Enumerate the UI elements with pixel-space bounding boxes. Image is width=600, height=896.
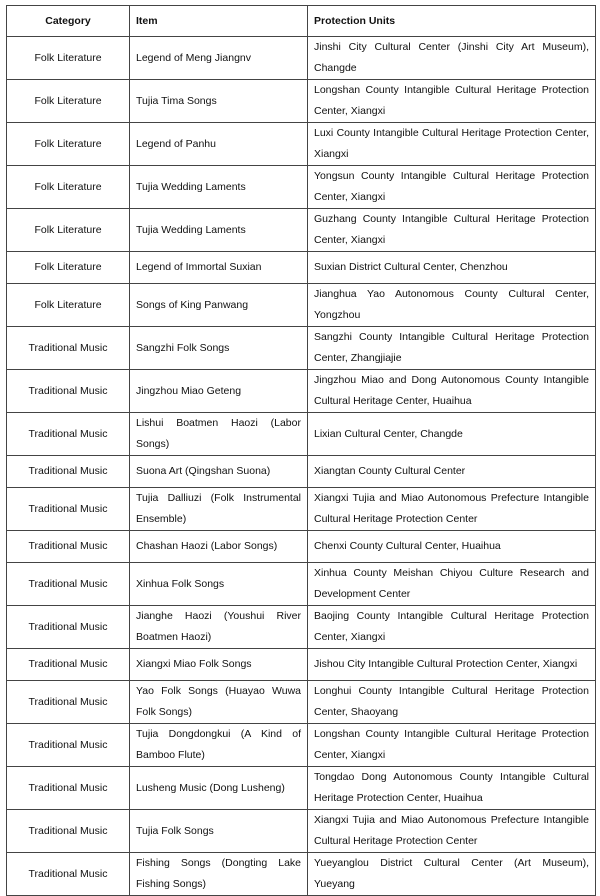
table-row: [7, 456, 596, 488]
item-cell: Tujia Tima Songs: [130, 80, 308, 123]
header-category: Category: [7, 6, 130, 37]
item-cell: Fishing Songs (Dongting Lake Fishing Songs): [130, 853, 308, 896]
item-cell: Tujia Wedding Laments: [130, 209, 308, 252]
category-cell: Traditional Music: [7, 327, 130, 370]
item-cell: Jingzhou Miao Geteng: [130, 370, 308, 413]
category-cell: Traditional Music: [7, 370, 130, 413]
protection-unit-cell: Guzhang County Intangible Cultural Heritage Protection Center, Xiangxi: [308, 209, 596, 252]
category-cell: Traditional Music: [7, 563, 130, 606]
table-row: [7, 563, 596, 606]
protection-unit-cell: Longshan County Intangible Cultural Heritage Protection Center, Xiangxi: [308, 724, 596, 767]
item-cell: Legend of Panhu: [130, 123, 308, 166]
protection-unit-cell: Longhui County Intangible Cultural Heritage Protection Center, Shaoyang: [308, 681, 596, 724]
header-protection-units: Protection Units: [308, 6, 596, 37]
item-cell: Jianghe Haozi (Youshui River Boatmen Haozi): [130, 606, 308, 649]
item-cell: Tujia Dongdongkui (A Kind of Bamboo Flute): [130, 724, 308, 767]
protection-unit-cell: Yueyanglou District Cultural Center (Art Museum), Yueyang: [308, 853, 596, 896]
protection-unit-cell: Lixian Cultural Center, Changde: [308, 413, 596, 456]
category-cell: Folk Literature: [7, 80, 130, 123]
item-cell: Tujia Wedding Laments: [130, 166, 308, 209]
item-cell: Xiangxi Miao Folk Songs: [130, 649, 308, 681]
table-row: [7, 606, 596, 649]
table-row: [7, 681, 596, 724]
category-cell: Folk Literature: [7, 166, 130, 209]
item-cell: Yao Folk Songs (Huayao Wuwa Folk Songs): [130, 681, 308, 724]
table-row: [7, 252, 596, 284]
table-row: [7, 80, 596, 123]
table-row: [7, 123, 596, 166]
table-row: [7, 370, 596, 413]
category-cell: Traditional Music: [7, 681, 130, 724]
category-cell: Folk Literature: [7, 123, 130, 166]
category-cell: Folk Literature: [7, 37, 130, 80]
table-row: [7, 209, 596, 252]
category-cell: Traditional Music: [7, 531, 130, 563]
category-cell: Traditional Music: [7, 810, 130, 853]
category-cell: Traditional Music: [7, 649, 130, 681]
category-cell: Traditional Music: [7, 724, 130, 767]
protection-unit-cell: Jinshi City Cultural Center (Jinshi City Art Museum), Changde: [308, 37, 596, 80]
category-cell: Folk Literature: [7, 252, 130, 284]
table-row: [7, 531, 596, 563]
protection-unit-cell: Suxian District Cultural Center, Chenzhou: [308, 252, 596, 284]
category-cell: Traditional Music: [7, 767, 130, 810]
protection-unit-cell: Xinhua County Meishan Chiyou Culture Research and Development Center: [308, 563, 596, 606]
table-row: [7, 724, 596, 767]
item-cell: Sangzhi Folk Songs: [130, 327, 308, 370]
protection-unit-cell: Jishou City Intangible Cultural Protection Center, Xiangxi: [308, 649, 596, 681]
category-cell: Folk Literature: [7, 209, 130, 252]
protection-unit-cell: Sangzhi County Intangible Cultural Heritage Protection Center, Zhangjiajie: [308, 327, 596, 370]
category-cell: Traditional Music: [7, 606, 130, 649]
table-row: [7, 810, 596, 853]
table-row: [7, 327, 596, 370]
item-cell: Legend of Immortal Suxian: [130, 252, 308, 284]
protection-unit-cell: Jianghua Yao Autonomous County Cultural Center, Yongzhou: [308, 284, 596, 327]
item-cell: Xinhua Folk Songs: [130, 563, 308, 606]
item-cell: Songs of King Panwang: [130, 284, 308, 327]
protection-unit-cell: Luxi County Intangible Cultural Heritage Protection Center, Xiangxi: [308, 123, 596, 166]
item-cell: Tujia Folk Songs: [130, 810, 308, 853]
category-cell: Traditional Music: [7, 488, 130, 531]
protection-unit-cell: Chenxi County Cultural Center, Huaihua: [308, 531, 596, 563]
category-cell: Traditional Music: [7, 853, 130, 896]
protection-unit-cell: Jingzhou Miao and Dong Autonomous County Intangible Cultural Heritage Center, Huaihua: [308, 370, 596, 413]
protection-unit-cell: Baojing County Intangible Cultural Heritage Protection Center, Xiangxi: [308, 606, 596, 649]
table-row: [7, 853, 596, 896]
table-row: [7, 413, 596, 456]
table-row: [7, 488, 596, 531]
item-cell: Tujia Dalliuzi (Folk Instrumental Ensemble): [130, 488, 308, 531]
heritage-table: [6, 5, 596, 896]
table-row: [7, 284, 596, 327]
item-cell: Lusheng Music (Dong Lusheng): [130, 767, 308, 810]
category-cell: Traditional Music: [7, 456, 130, 488]
item-cell: Lishui Boatmen Haozi (Labor Songs): [130, 413, 308, 456]
protection-unit-cell: Xiangxi Tujia and Miao Autonomous Prefecture Intangible Cultural Heritage Protection Center: [308, 810, 596, 853]
protection-unit-cell: Longshan County Intangible Cultural Heritage Protection Center, Xiangxi: [308, 80, 596, 123]
protection-unit-cell: Xiangtan County Cultural Center: [308, 456, 596, 488]
item-cell: Chashan Haozi (Labor Songs): [130, 531, 308, 563]
item-cell: Suona Art (Qingshan Suona): [130, 456, 308, 488]
protection-unit-cell: Xiangxi Tujia and Miao Autonomous Prefecture Intangible Cultural Heritage Protection Center: [308, 488, 596, 531]
table-row: [7, 767, 596, 810]
table-row: [7, 166, 596, 209]
category-cell: Traditional Music: [7, 413, 130, 456]
table-row: [7, 37, 596, 80]
item-cell: Legend of Meng Jiangnv: [130, 37, 308, 80]
header-item: Item: [130, 6, 308, 37]
category-cell: Folk Literature: [7, 284, 130, 327]
table-row: [7, 649, 596, 681]
table-header-row: [7, 6, 596, 37]
protection-unit-cell: Yongsun County Intangible Cultural Heritage Protection Center, Xiangxi: [308, 166, 596, 209]
protection-unit-cell: Tongdao Dong Autonomous County Intangible Cultural Heritage Protection Center, Huaihua: [308, 767, 596, 810]
